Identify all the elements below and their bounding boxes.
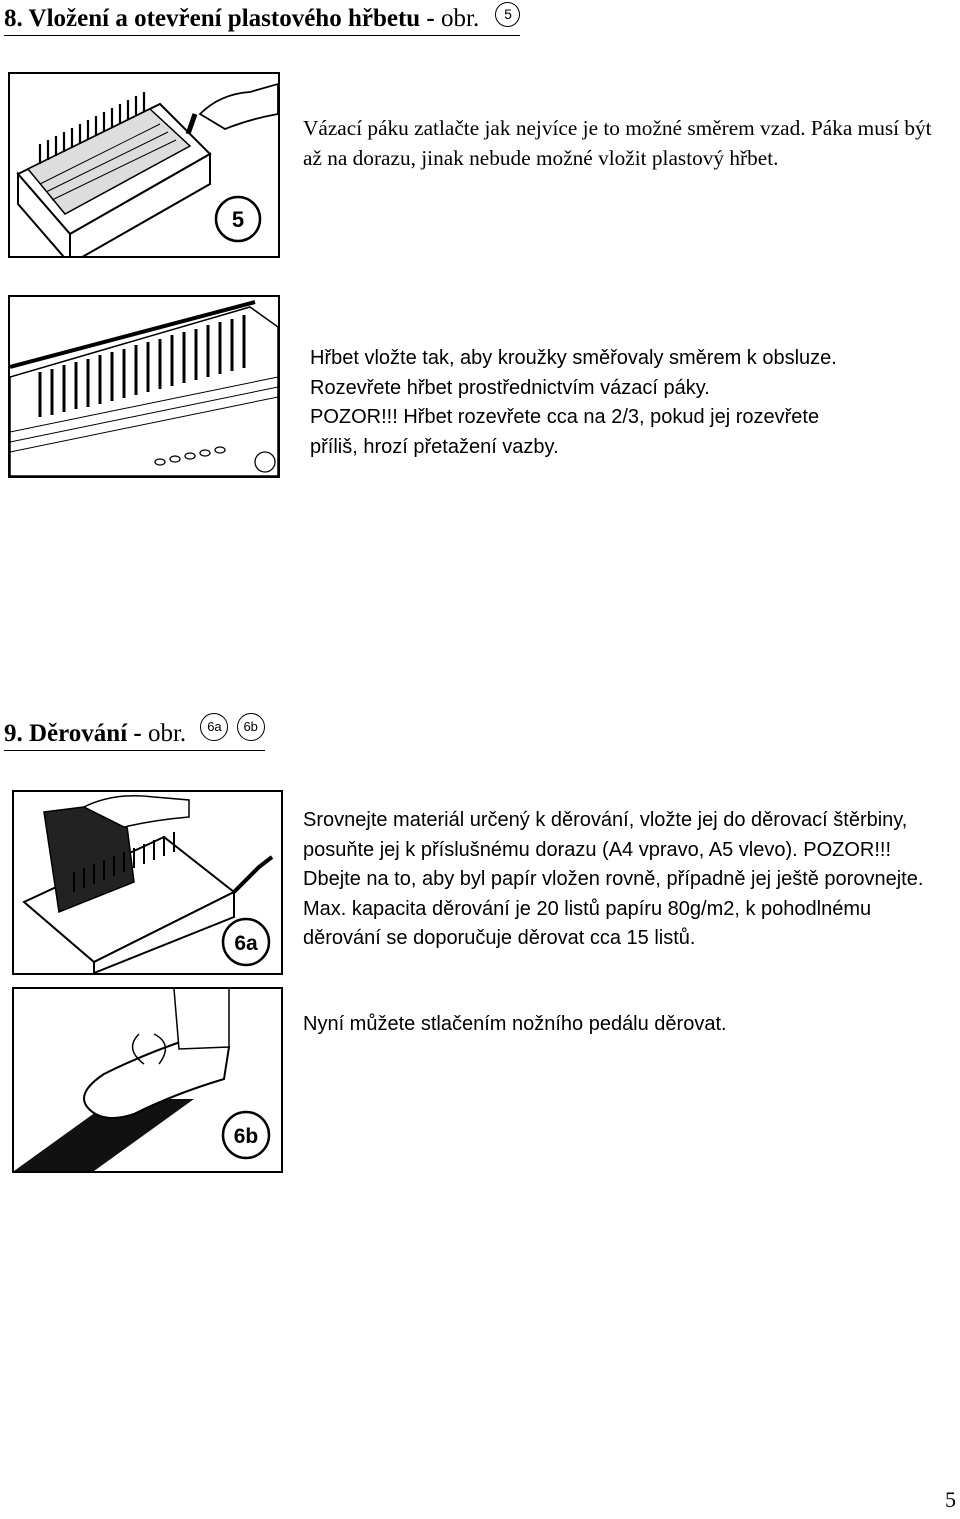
figure-6a-illustration	[12, 790, 283, 975]
section-9-obr: obr.	[147, 720, 187, 747]
figure-6b-badge: 6b	[237, 713, 265, 741]
figure-6b-number: 6b	[233, 1125, 259, 1148]
figure-5-badge: 5	[495, 2, 520, 27]
section-8-paragraph-1: Vázací páku zatlačte jak nejvíce je to možné směrem vzad. Páka musí být až na dorazu, jinak nebude možné vložit plastový hřbet.	[303, 116, 932, 170]
figure-5-number: 5	[231, 207, 245, 232]
section-9-title: 9. Děrování -	[4, 720, 142, 747]
section-8-line-1: Hřbet vložte tak, aby kroužky směřovaly směrem k obsluze.	[310, 347, 837, 369]
section-8-line-2: Rozevřete hřbet prostřednictvím vázací páky.	[310, 376, 710, 399]
section-9-heading	[4, 721, 265, 751]
section-8-obr: obr.	[441, 5, 480, 32]
section-8-line-4: příliš, hrozí přetažení vazby.	[310, 435, 559, 458]
figure-5-illustration	[8, 72, 280, 258]
section-8-title: 8. Vložení a otevření plastového hřbetu -	[4, 5, 435, 32]
figure-6a-number: 6a	[234, 932, 258, 955]
section-9-paragraph-1: Srovnejte materiál určený k děrování, vložte jej do děrovací štěrbiny, posuňte jej k příslušnému dorazu (A4 vpravo, A5 vlevo). POZOR!!! Dbejte na to, aby byl papír vložen rovně, případně jej ještě porovnejte. Max. kapacita děrování je 20 listů papíru 80g/m2, k pohodlnému děrování se doporučuje děrovat cca 15 listů.	[303, 809, 924, 949]
section-8-paragraph-2	[310, 344, 950, 462]
section-8-line-3: POZOR!!! Hřbet rozevřete cca na 2/3, pokud jej rozevřete	[310, 406, 820, 428]
section-8-heading	[4, 6, 520, 36]
figure-6b-illustration	[12, 987, 283, 1173]
figure-6a-badge: 6a	[200, 713, 228, 741]
section-9-paragraph-2: Nyní můžete stlačením nožního pedálu děrovat.	[303, 1013, 727, 1035]
spine-illustration	[8, 295, 280, 478]
page-number: 5	[945, 1487, 956, 1512]
